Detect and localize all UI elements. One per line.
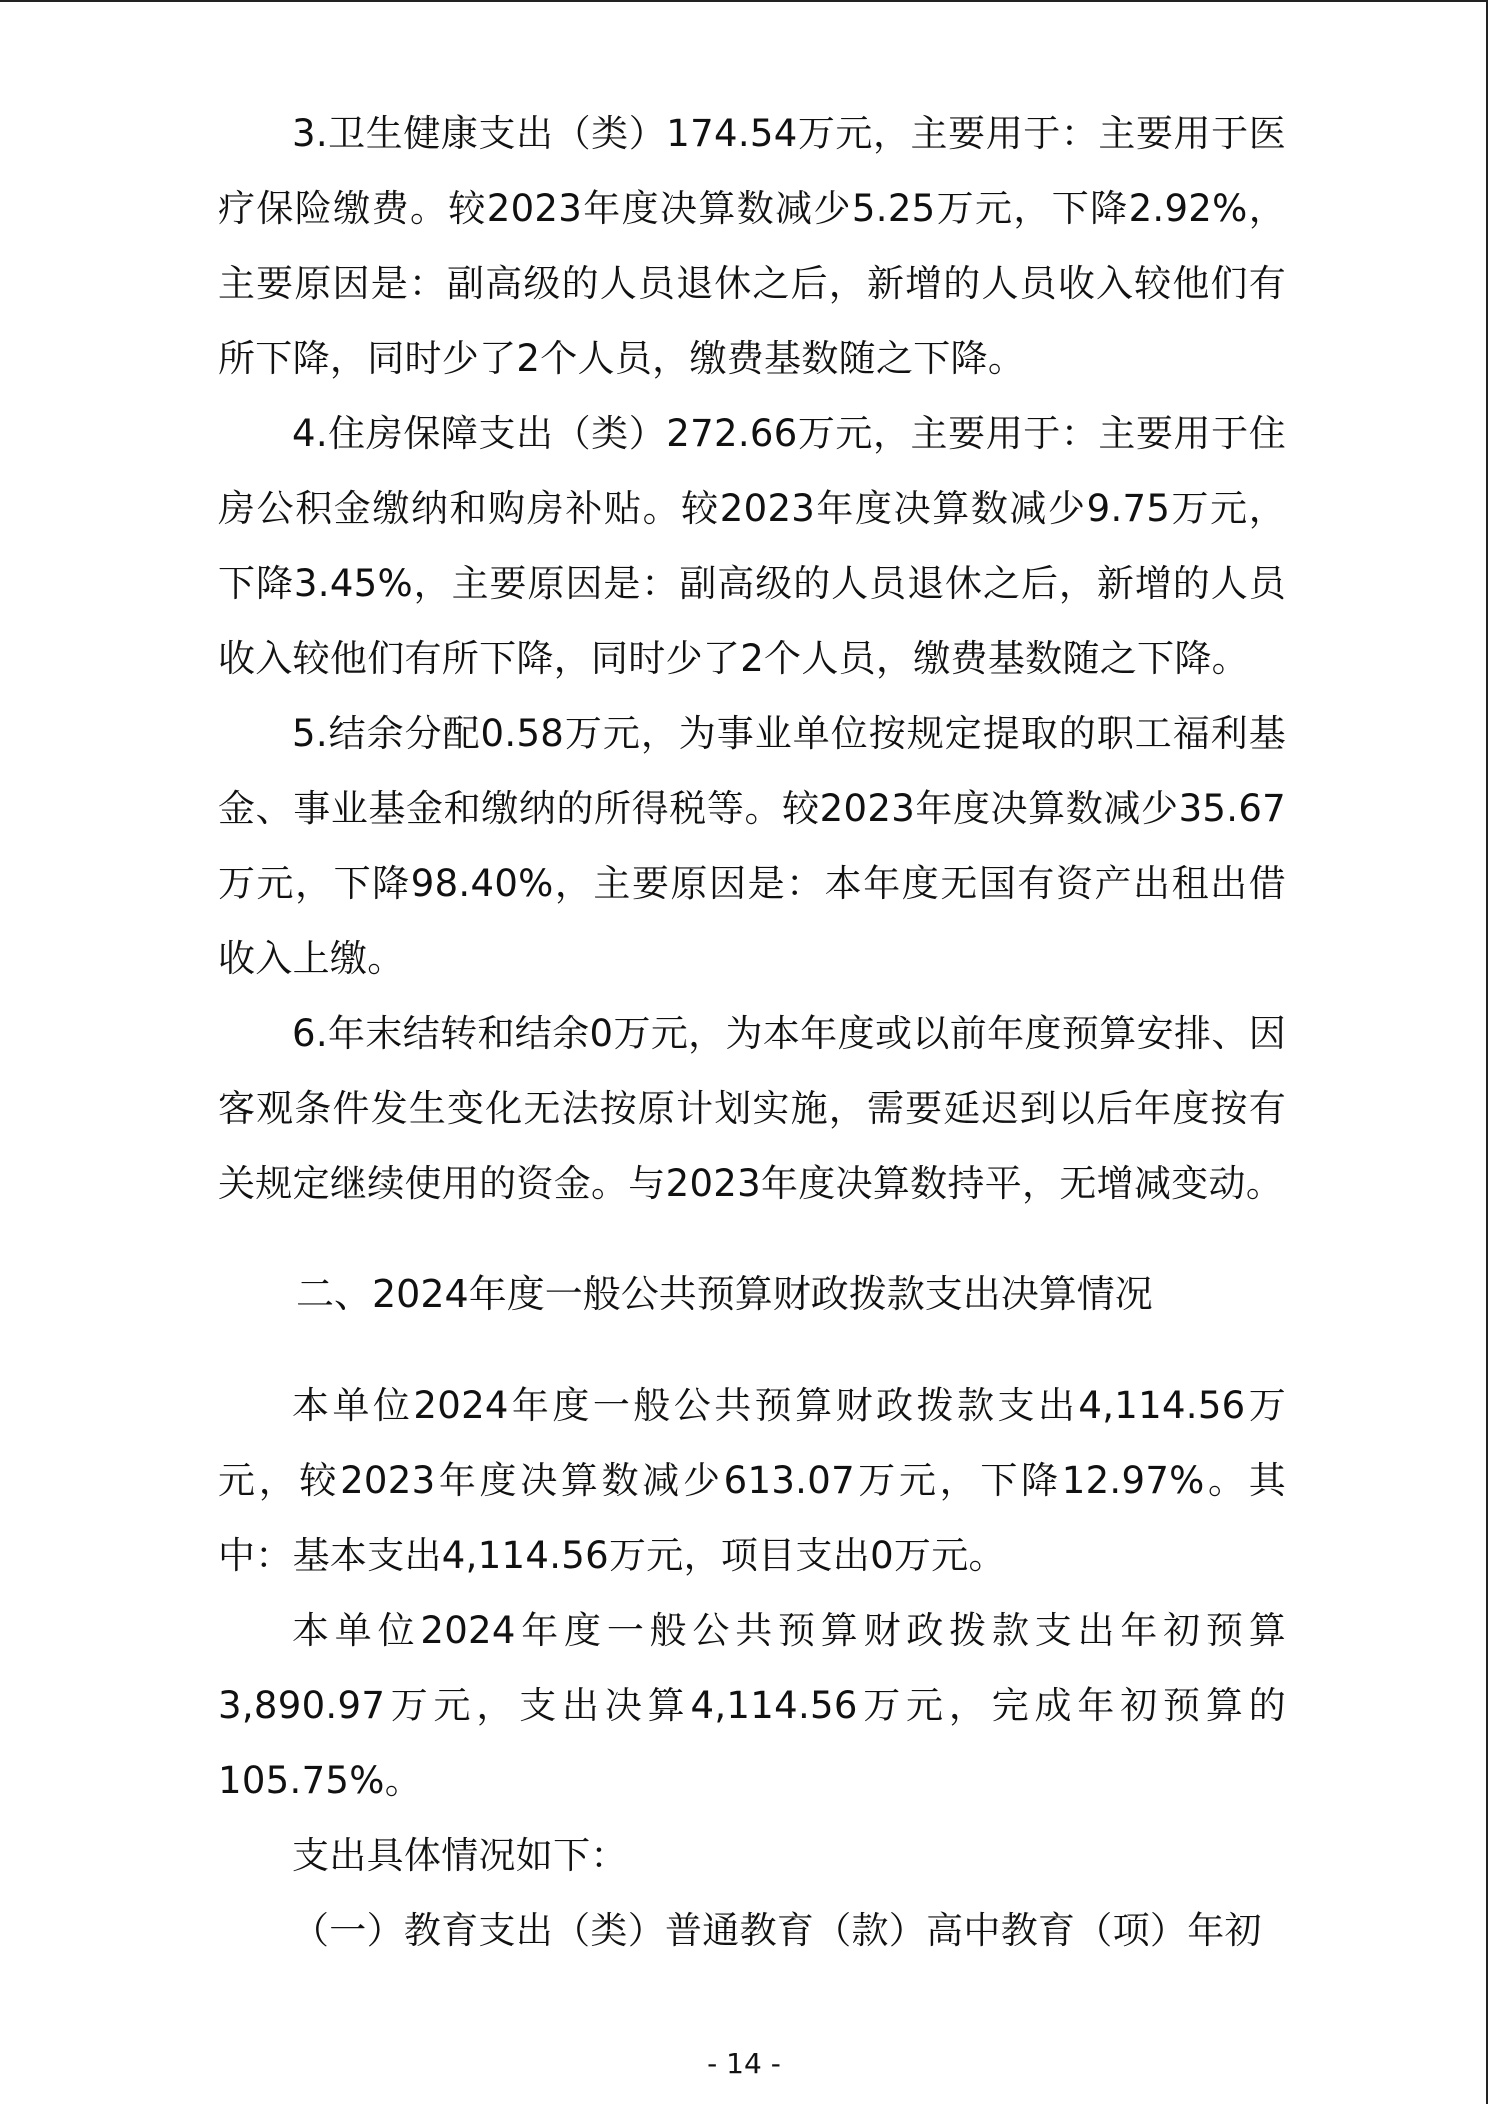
paragraph-education-expenditure: （一）教育支出（类）普通教育（款）高中教育（项）年初: [292, 1909, 1262, 1952]
page-top-border: [0, 0, 1488, 2]
paragraph-details-intro: 支出具体情况如下：: [292, 1834, 628, 1877]
paragraph-surplus-distribution: 5.结余分配0.58万元，为事业单位按规定提取的职工福利基金、事业基金和缴纳的所得税等。较2023年度决算数减少35.67万元，下降98.40%，主要原因是：本年度无国有资产出租出借收入上缴。: [218, 712, 1286, 980]
section-heading: 二、2024年度一般公共预算财政拨款支出决算情况: [296, 1272, 1153, 1316]
paragraph-initial-budget-completion: 本单位2024年度一般公共预算财政拨款支出年初预算3,890.97万元，支出决算4,114.56万元，完成年初预算的105.75%。: [218, 1609, 1286, 1802]
paragraph-health-expenditure: 3.卫生健康支出（类）174.54万元，主要用于：主要用于医疗保险缴费。较2023年度决算数减少5.25万元，下降2.92%，主要原因是：副高级的人员退休之后，新增的人员收入较他们有所下降，同时少了2个人员，缴费基数随之下降。: [218, 112, 1286, 380]
document-body: [218, 96, 1286, 1968]
paragraph-general-budget-expenditure: 本单位2024年度一般公共预算财政拨款支出4,114.56万元，较2023年度决算数减少613.07万元，下降12.97%。其中：基本支出4,114.56万元，项目支出0万元。: [218, 1384, 1286, 1577]
paragraph-year-end-balance: 6.年末结转和结余0万元，为本年度或以前年度预算安排、因客观条件发生变化无法按原计划实施，需要延迟到以后年度按有关规定继续使用的资金。与2023年度决算数持平，无增减变动。: [218, 1012, 1286, 1205]
paragraph-housing-expenditure: 4.住房保障支出（类）272.66万元，主要用于：主要用于住房公积金缴纳和购房补贴。较2023年度决算数减少9.75万元，下降3.45%，主要原因是：副高级的人员退休之后，新增的人员收入较他们有所下降，同时少了2个人员，缴费基数随之下降。: [218, 412, 1286, 680]
page-number: - 14 -: [707, 2047, 781, 2080]
